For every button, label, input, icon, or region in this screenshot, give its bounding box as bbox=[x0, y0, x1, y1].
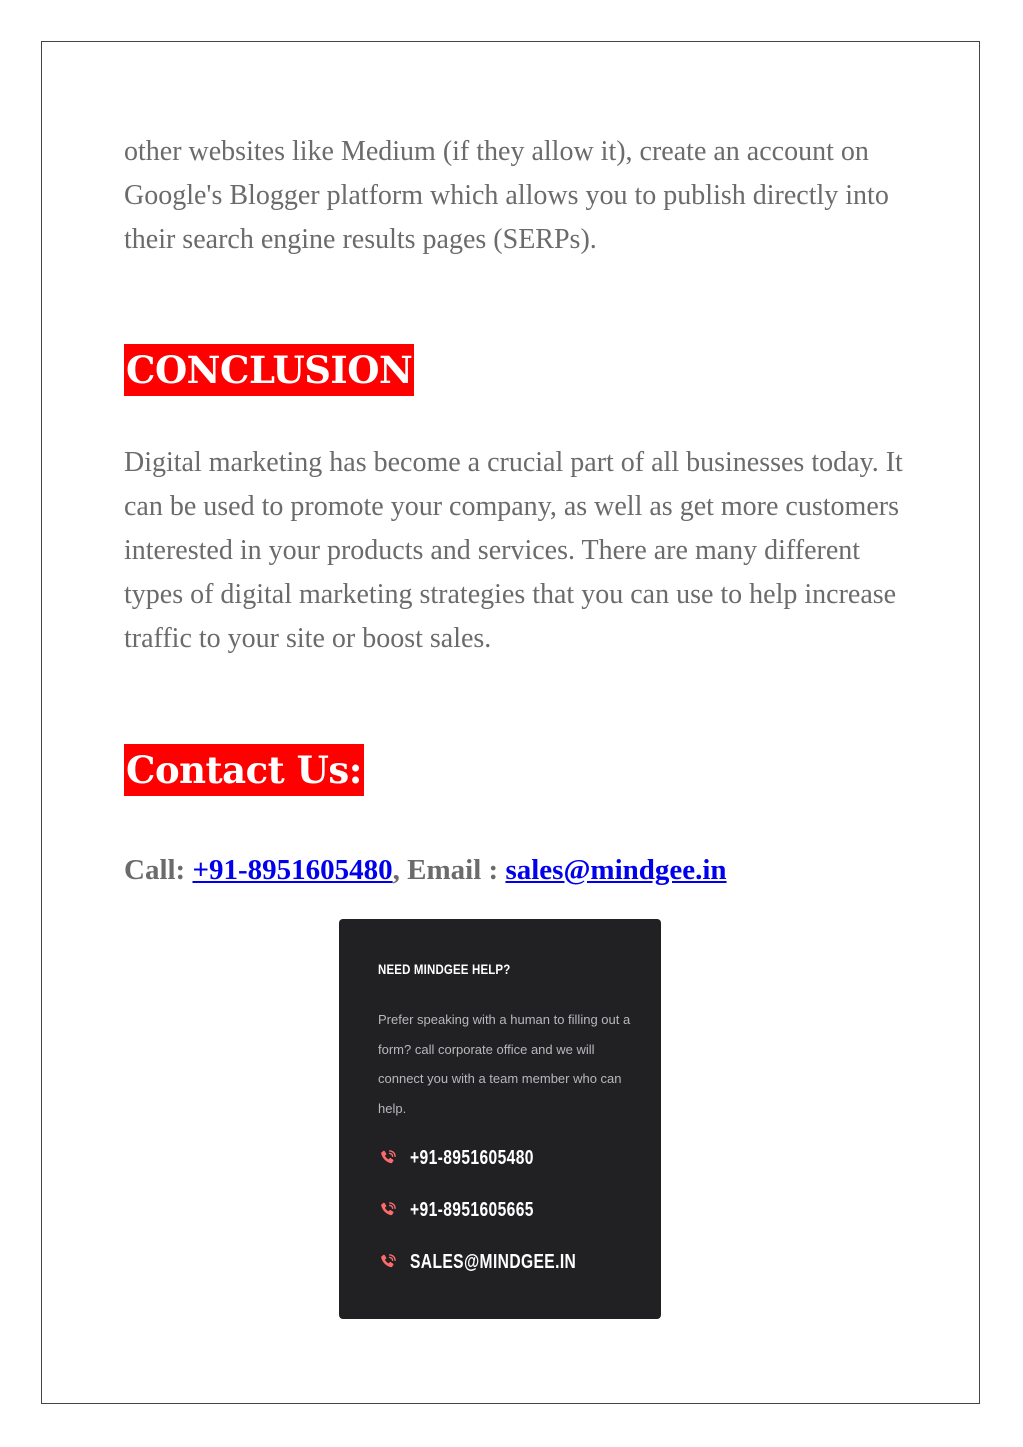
help-card-phone-1[interactable] bbox=[378, 1145, 569, 1171]
help-card-phone-2[interactable] bbox=[378, 1197, 569, 1223]
help-card-description: Prefer speaking with a human to filling out a form? call corporate office and we will connect you with a team member who can help. bbox=[378, 1012, 631, 1116]
help-card-phone-1-text: +91-8951605480 bbox=[410, 1146, 534, 1169]
phone-icon bbox=[378, 1200, 398, 1220]
help-card-email-text: SALES@MINDGEE.IN bbox=[410, 1250, 577, 1273]
help-card-email[interactable] bbox=[378, 1249, 623, 1275]
help-card-phone-2-text: +91-8951605665 bbox=[410, 1198, 534, 1221]
email-link[interactable]: sales@mindgee.in bbox=[505, 854, 727, 886]
conclusion-paragraph: Digital marketing has become a crucial part of all businesses today. It can be used to promote your company, as well as get more customers interested in your products and services. There are many different types of digital marketing strategies that you can use to help increase traffic to your site or boost sales. bbox=[124, 447, 903, 654]
intro-paragraph: other websites like Medium (if they allow it), create an account on Google's Blogger platform which allows you to publish directly into their search engine results pages (SERPs). bbox=[124, 136, 889, 255]
phone-link[interactable]: +91-8951605480 bbox=[192, 854, 393, 886]
contact-heading: Contact Us: bbox=[124, 744, 364, 796]
conclusion-heading: CONCLUSION bbox=[124, 344, 414, 396]
contact-line bbox=[124, 848, 727, 892]
phone-icon bbox=[378, 1252, 398, 1272]
email-label: , Email : bbox=[392, 854, 506, 886]
phone-icon bbox=[378, 1148, 398, 1168]
call-label: Call: bbox=[124, 854, 193, 886]
help-card bbox=[339, 919, 661, 1319]
help-card-title: NEED MINDGEE HELP? bbox=[378, 961, 511, 977]
